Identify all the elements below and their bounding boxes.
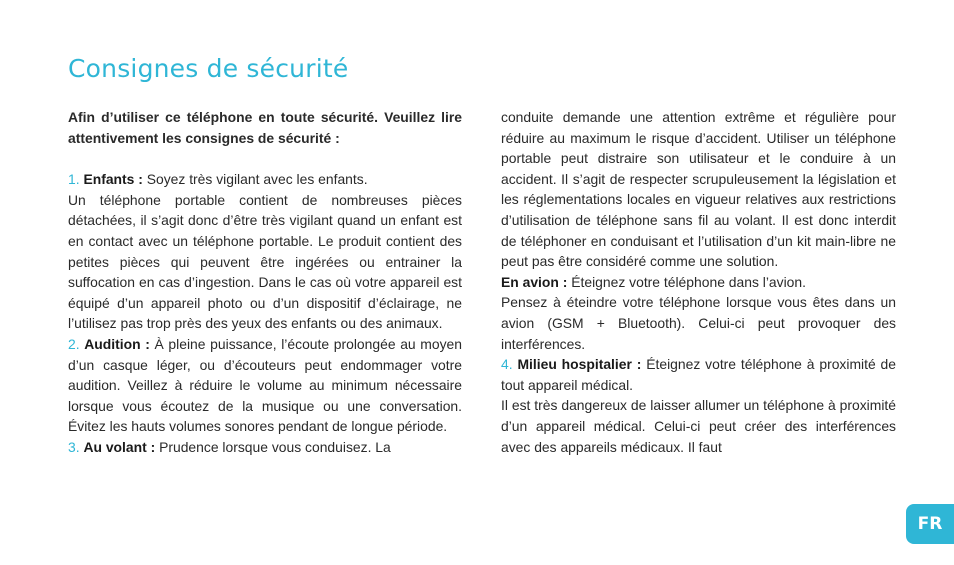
section-lead: Éteignez votre téléphone dans l’avion. (567, 273, 806, 290)
section-heading: Au volant : (83, 438, 156, 455)
page-title: Consignes de sécurité (68, 54, 349, 83)
section-audition (68, 334, 462, 437)
section-body: Il est très dangereux de laisser allumer un téléphone à proximité d’un appareil médical. Celui-ci peut créer des interférences avec des appareils médicaux. Il faut (501, 397, 896, 455)
section-body: Prudence lorsque vous conduisez. La (155, 438, 391, 455)
section-number: 4. (501, 356, 513, 373)
section-heading: Audition : (84, 335, 150, 352)
intro-text: Afin d’utiliser ce téléphone en toute sécurité. Veuillez lire attentivement les consignes de sécurité : (68, 109, 462, 146)
section-body: Un téléphone portable contient de nombreuses pièces détachées, il s’agit donc d’être très vigilant quand un enfant est en contact avec un téléphone portable. Le produit contient des petites pièces qui peuvent être ingérées ou entrainer la suffocation en cas d’ingestion. Dans le cas où votre appareil est équipé d’un appareil photo ou d’un dispositif d’éclairage, ne l’utilisez pas trop près des yeux des enfants ou des animaux. (68, 191, 462, 332)
section-number: 3. (68, 438, 80, 455)
section-volant (68, 437, 462, 458)
section-number: 1. (68, 171, 80, 188)
section-hospitalier (501, 354, 896, 395)
section-heading: En avion : (501, 273, 568, 290)
section-lead: Soyez très vigilant avec les enfants. (142, 171, 368, 188)
section-avion (501, 272, 896, 293)
section-body: À pleine puissance, l’écoute prolongée au moyen d’un casque léger, ou d’écouteurs peut endommager votre audition. Veillez à réduire le volume au minimum nécessaire lorsque vous écoutez de la musique ou une conversation. Évitez les hauts volumes sonores pendant de longue période. (68, 335, 462, 435)
section-lead: Éteignez votre téléphone à proximité de tout appareil médical. (501, 356, 896, 393)
language-tab: FR (906, 504, 954, 544)
section-number: 2. (68, 335, 80, 352)
left-column (68, 107, 462, 458)
section-heading: Enfants : (83, 171, 143, 188)
section-body: Pensez à éteindre votre téléphone lorsque vous êtes dans un avion (GSM + Bluetooth). Celui-ci peut provoquer des interférences. (501, 294, 896, 352)
volant-continued: conduite demande une attention extrême et régulière pour réduire au maximum le risque d’accident. Utiliser un téléphone portable peut distraire son utilisateur et le conduire à un accident. Il s’agit de respecter scrupuleusement la législation et les réglementations locales en vigueur relatives aux restrictions d’utilisation de téléphone sans fil au volant. Il est donc interdit de téléphoner en conduisant et l’utilisation d’un kit main-libre ne peut pas être considéré comme une solution. (501, 109, 896, 270)
section-enfants (68, 169, 462, 190)
right-column (501, 107, 896, 457)
section-heading: Milieu hospitalier : (517, 356, 642, 373)
